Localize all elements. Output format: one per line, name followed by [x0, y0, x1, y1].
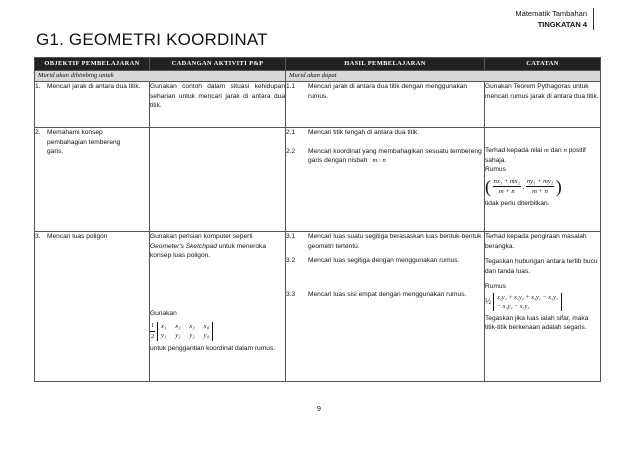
objective-text: Mencari jarak di antara dua titik.	[47, 83, 141, 90]
matrix-cell: x₄	[203, 322, 209, 330]
var-m: m	[544, 147, 549, 154]
activity-end: untuk penggantian koordinat dalam rumus.	[150, 345, 275, 352]
col-header-aktiviti: CADANGAN AKTIVITI P&P	[150, 58, 286, 71]
notes-cell	[485, 232, 601, 382]
ratio-expression	[369, 157, 386, 164]
outcome-number: 2.2	[286, 147, 296, 155]
half-numerator: 1	[150, 321, 155, 332]
activity-gunakan: Gunakan	[150, 309, 177, 317]
page-number: 9	[317, 406, 321, 413]
objective-text: Memahami konsep pembahagian tembereng garis.	[47, 129, 121, 155]
determinant-notation	[150, 321, 285, 341]
ratio-m: m	[372, 157, 378, 164]
outcome-text: Mencari luas suatu segitiga berasaskan luas bentuk-bentuk geometri tertentu.	[308, 233, 482, 250]
form-level: TINGKATAN 4	[537, 20, 587, 29]
notes-rumus: Rumus	[485, 166, 506, 173]
ratio-sep: :	[378, 157, 381, 164]
area-abs	[493, 293, 562, 311]
objective-cell	[35, 82, 150, 128]
x-numerator: nx₁ + mx₂	[493, 177, 521, 188]
half-fraction	[150, 321, 155, 341]
y-numerator: ny₁ + my₂	[526, 177, 554, 188]
col-header-hasil: HASIL PEMBELAJARAN	[286, 58, 485, 71]
notes-cell	[485, 128, 601, 232]
subheader-hasil: Murid akan dapat	[286, 71, 601, 82]
activity-text-start: Gunakan perisian komputer seperti	[150, 233, 253, 240]
x-fraction	[493, 177, 521, 197]
matrix-cell: y₄	[203, 332, 209, 339]
outcome-cell	[286, 82, 485, 128]
outcome-text	[308, 147, 484, 166]
syllabus-table	[34, 57, 601, 382]
matrix-cell: x₂	[175, 322, 181, 330]
notes-rumus: Rumus	[485, 283, 506, 290]
outcome-text: Mencari luas segitiga dengan menggunakan rumus.	[308, 257, 460, 264]
area-line1: x₁y₂ + x₂y₃ + x₃y₁ − x₂y₁	[497, 293, 558, 301]
outcome-text: Mencari jarak di antara dua titik dengan menggunakan rumus.	[308, 83, 468, 100]
outcome-cell	[286, 128, 485, 232]
notes-and: dan	[550, 147, 562, 154]
matrix-cell: y₃	[189, 332, 195, 339]
activity-text-cont: untuk meneroka konsep luas poligon.	[150, 242, 267, 259]
objective-text: Mencari luas poligon	[47, 233, 108, 240]
matrix-cell: y₂	[175, 332, 181, 339]
coordinate-matrix	[157, 322, 213, 341]
outcome-number: 1.1	[286, 83, 296, 90]
area-line2: − x₃y₂ − x₁y₃	[497, 302, 530, 310]
table-row	[35, 82, 601, 128]
area-formula	[485, 293, 600, 311]
subheader-row	[35, 71, 601, 82]
col-header-catatan: CATATAN	[485, 58, 601, 71]
outcome-number: 2.1	[286, 129, 296, 136]
matrix-cell: x₁	[160, 322, 167, 330]
var-n: n	[563, 147, 567, 154]
page-header	[515, 8, 594, 30]
activity-cell	[150, 232, 286, 382]
page-title: G1. GEOMETRI KOORDINAT	[36, 30, 268, 49]
col-header-objektif: OBJEKTIF PEMBELAJARAN	[35, 58, 150, 71]
section-formula: ( $\frac{\text{nx₁ + mx₂}}{m + n}$ , $\frac{\text{ny₁ + my₂}}{m + n}$ )	[485, 175, 562, 196]
outcome-number: 3.2	[286, 257, 296, 264]
notes-text: Tegaskan hubungan antara tertib bucu dan tanda luas.	[485, 258, 598, 275]
row-number: 1.	[35, 83, 41, 90]
ratio-n: n	[382, 157, 386, 164]
y-fraction	[526, 177, 554, 197]
outcome-text: Mencari luas sisi empat dengan menggunakan rumus.	[308, 290, 467, 298]
objective-cell	[35, 232, 150, 382]
outcome-cell	[286, 232, 485, 382]
notes-line	[485, 146, 600, 165]
notes-pre: Terhad kepada nilai	[485, 147, 543, 154]
area-half: ½	[485, 296, 491, 306]
notes-cell	[485, 82, 601, 128]
half-denominator: 2	[151, 332, 155, 340]
x-denominator: m + n	[498, 188, 515, 195]
subheader-objektif: Murid akan dibimbing untuk	[35, 71, 286, 82]
row-number: 3.	[35, 233, 41, 240]
activity-text: Gunakan contoh dalam situasi kehidupan seharian untuk mencari jarak di antara dua titik.	[150, 83, 285, 109]
notes-text: Gunakan Teorem Pythagoras untuk mencari rumus jarak di antara dua titik.	[485, 83, 599, 100]
matrix-cell: x₃	[189, 322, 195, 330]
outcome-text-main: Mencari koordinat yang membahagikan sesuatu tembereng garis dengan nisbah	[308, 147, 482, 164]
subject-name: Matematik Tambahan	[515, 9, 587, 18]
outcome-text: Mencari titik tengah di antara dua titik.	[308, 129, 420, 136]
objective-cell	[35, 128, 150, 232]
software-name: Geometer's Sketchpad	[150, 242, 217, 250]
outcome-number: 3.1	[286, 233, 296, 240]
matrix-cell: y₁	[160, 332, 167, 339]
notes-end: tidak perlu diterbitkan.	[485, 199, 550, 207]
notes-text: Terhad kepada pengiraan masalah berangka.	[485, 233, 587, 250]
header-row	[35, 58, 601, 71]
activity-cell	[150, 82, 286, 128]
activity-cell	[150, 128, 286, 232]
formula-comma: ,	[522, 183, 525, 191]
y-denominator: m + n	[532, 188, 548, 195]
notes-text: Tegaskan jika luas ialah sifar, maka titik-titik berkenaan adalah segaris.	[485, 314, 589, 331]
table-row	[35, 232, 601, 382]
notes-post: positif sahaja.	[485, 147, 586, 164]
row-number: 2.	[35, 129, 41, 136]
table-row	[35, 128, 601, 232]
outcome-number: 3.3	[286, 290, 296, 298]
activity-text	[150, 232, 285, 261]
